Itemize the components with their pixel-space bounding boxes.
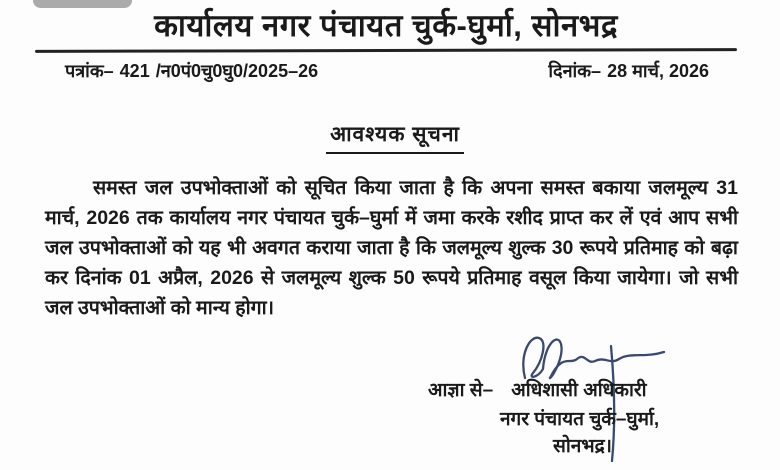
- date-label: दिनांक–: [548, 61, 602, 81]
- letterhead-underline: [35, 48, 737, 53]
- notice-body-paragraph: समस्त जल उपभोक्ताओं को सूचित किया जाता है कि अपना समस्त बकाया जलमूल्य 31 मार्च, 2026 तक कार्यालय नगर पंचायत चुर्क–घुर्मा में जमा करके रशीद प्राप्त कर लें एवं आप सभी जल उपभोक्ताओं को यह भी अवगत कराया जाता है कि जलमूल्य शुल्क 30 रूपये प्रतिमाह को बढ़ा कर दिनांक 01 अप्रैल, 2026 से जलमूल्य शुल्क 50 रूपये प्रतिमाह वसूल किया जायेगा। जो सभी जल उपभोक्ताओं को मान्य होगा।: [45, 177, 738, 319]
- date-field: [548, 59, 715, 83]
- reference-value: 421: [119, 61, 150, 81]
- reference-code: /न0पं0चु0घु0/2025–26: [155, 61, 319, 81]
- meta-row: [65, 59, 715, 83]
- notice-heading-wrap: [0, 120, 780, 154]
- reference-label: पत्रांक–: [65, 61, 114, 81]
- date-value: 28 मार्च, 2026: [607, 61, 709, 81]
- signature-line-place: सोनभद्र।: [553, 436, 612, 457]
- by-order-label: आज्ञा से–: [428, 380, 494, 401]
- reference-number: [65, 59, 324, 83]
- signature-line-authority: [428, 376, 647, 402]
- designation-label: अधिशासी अधिकारी: [511, 380, 647, 401]
- signature-line-office: नगर पंचायत चुर्क–घुर्मा,: [500, 409, 660, 430]
- letterhead-title: कार्यालय नगर पंचायत चुर्क-घुर्मा, सोनभद्र: [154, 8, 618, 43]
- notice-heading: आवश्यक सूचना: [326, 120, 464, 154]
